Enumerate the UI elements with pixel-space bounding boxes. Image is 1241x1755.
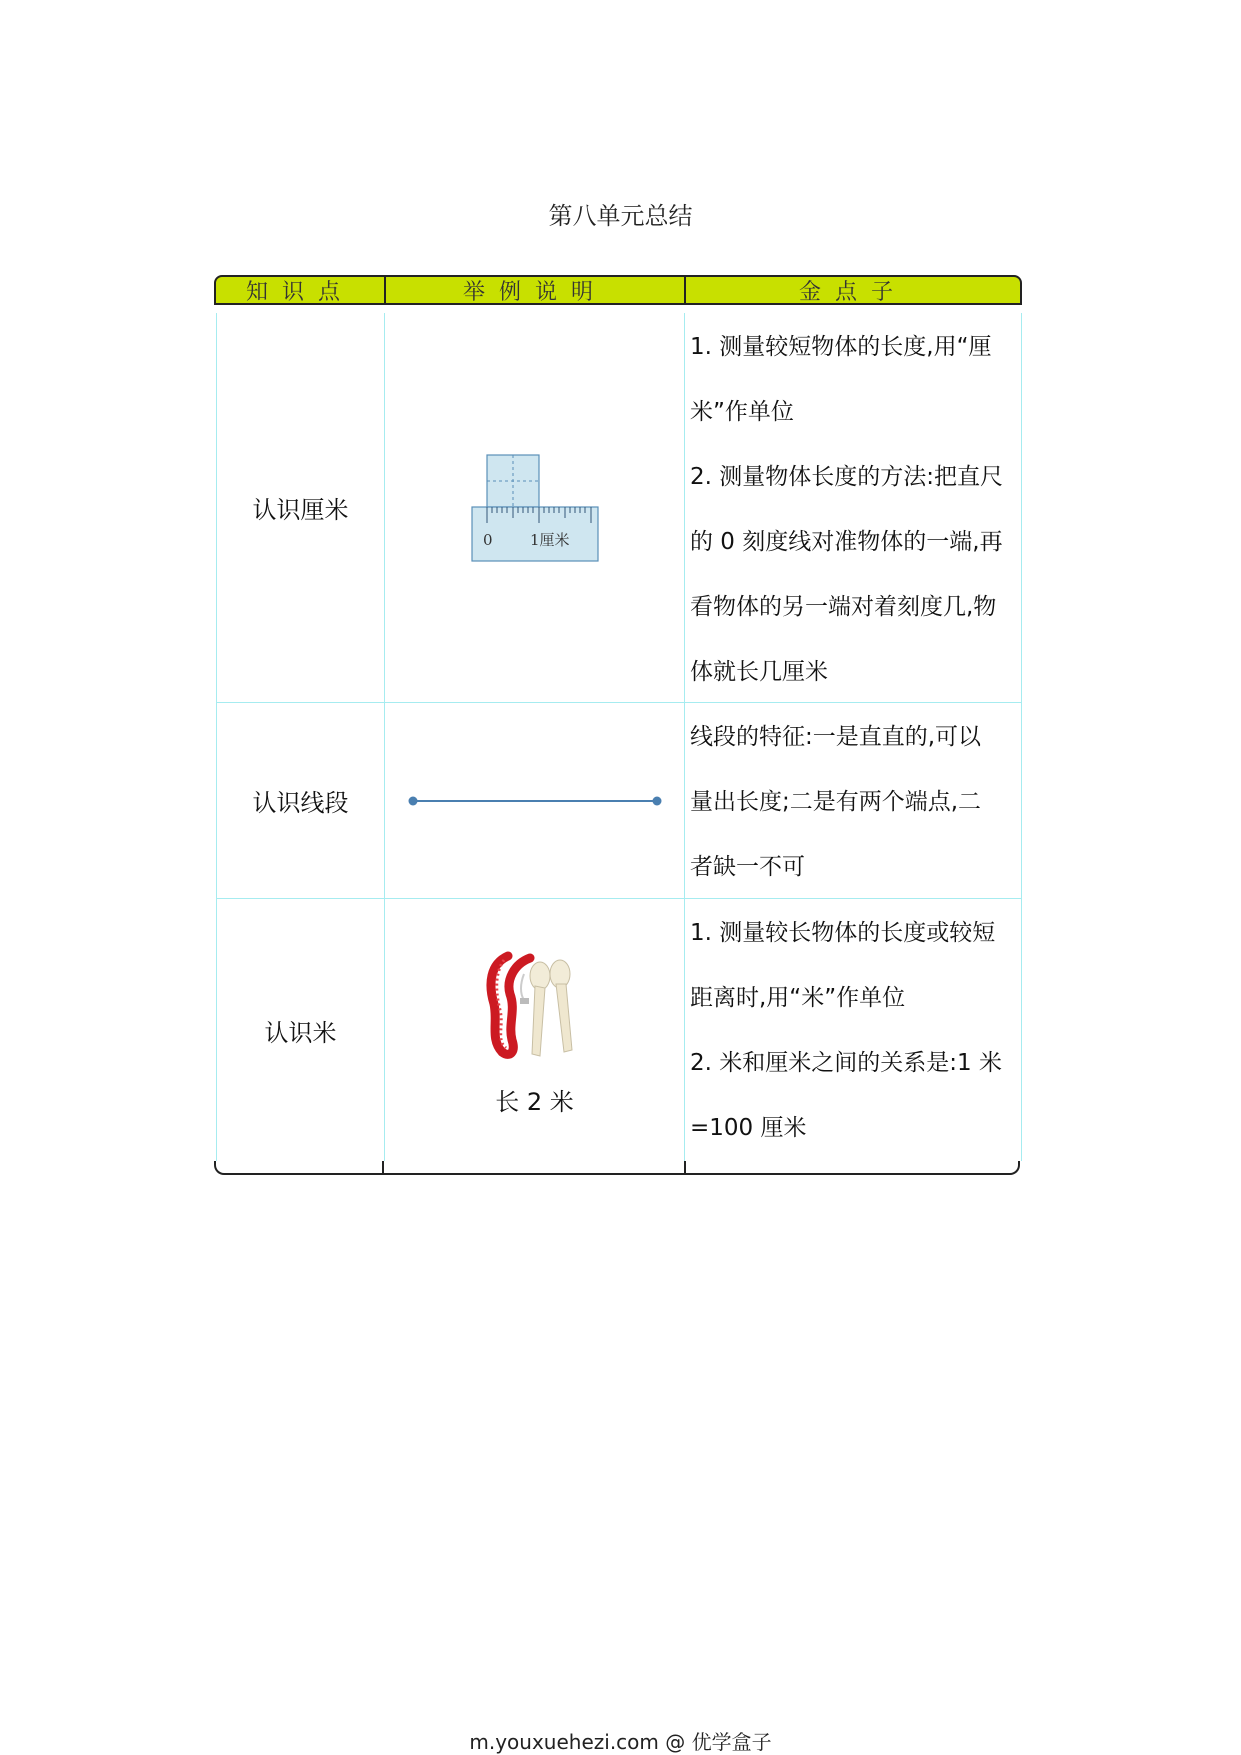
example-cell: [384, 703, 684, 898]
tips-cell: [684, 703, 1022, 898]
tips-cell: [684, 899, 1022, 1161]
tip-line: 看物体的另一端对着刻度几,物: [690, 594, 997, 620]
table-row: [216, 313, 1022, 703]
table-header: [214, 275, 1022, 305]
tip-line: 体就长几厘米: [690, 659, 828, 685]
header-knowledge-point: 知识点: [245, 279, 354, 305]
tip-line: 距离时,用“米”作单位: [690, 985, 906, 1011]
header-tips: 金点子: [684, 277, 1020, 303]
table-bottom-border: [214, 1161, 1020, 1175]
bracket-divider: [382, 1161, 384, 1173]
line-segment-illustration: [405, 791, 665, 811]
topic-cell: 认识厘米: [216, 313, 384, 702]
tip-line: 1. 测量较长物体的长度或较短: [690, 920, 996, 946]
tip-line: 者缺一不可: [690, 854, 805, 880]
tip-line: =100 厘米: [690, 1115, 807, 1141]
tip-line: 2. 米和厘米之间的关系是:1 米: [690, 1050, 1002, 1076]
table-body: [216, 313, 1022, 1161]
page-title: 第八单元总结: [548, 202, 693, 230]
tip-line: 1. 测量较短物体的长度,用“厘: [690, 334, 992, 360]
topic-cell: 认识线段: [216, 703, 384, 898]
rope-caption: 长 2 米: [495, 1087, 574, 1116]
tip-line: 的 0 刻度线对准物体的一端,再: [690, 529, 1003, 555]
bracket-divider: [684, 1161, 686, 1173]
jump-rope-illustration: [480, 944, 590, 1064]
segment-endpoint: [408, 796, 417, 805]
example-cell: [384, 899, 684, 1161]
tips-cell: [684, 313, 1022, 702]
footer-watermark: m.youxuehezi.com @ 优学盒子: [469, 1730, 772, 1754]
table-row: [216, 703, 1022, 899]
tip-line: 线段的特征:一是直直的,可以: [690, 724, 982, 750]
ruler-illustration: [470, 453, 600, 563]
ruler-label-one-cm: 1厘米: [529, 530, 570, 549]
example-cell: [384, 313, 684, 702]
summary-table: [214, 275, 1024, 1180]
header-example: 举例说明: [384, 277, 684, 303]
ruler-label-zero: 0: [482, 530, 493, 549]
topic-cell: 认识米: [216, 899, 384, 1161]
segment-endpoint: [652, 796, 661, 805]
tip-line: 量出长度;二是有两个端点,二: [690, 789, 982, 815]
tip-line: 2. 测量物体长度的方法:把直尺: [690, 464, 1004, 490]
table-row: [216, 899, 1022, 1161]
tip-line: 米”作单位: [690, 399, 794, 425]
